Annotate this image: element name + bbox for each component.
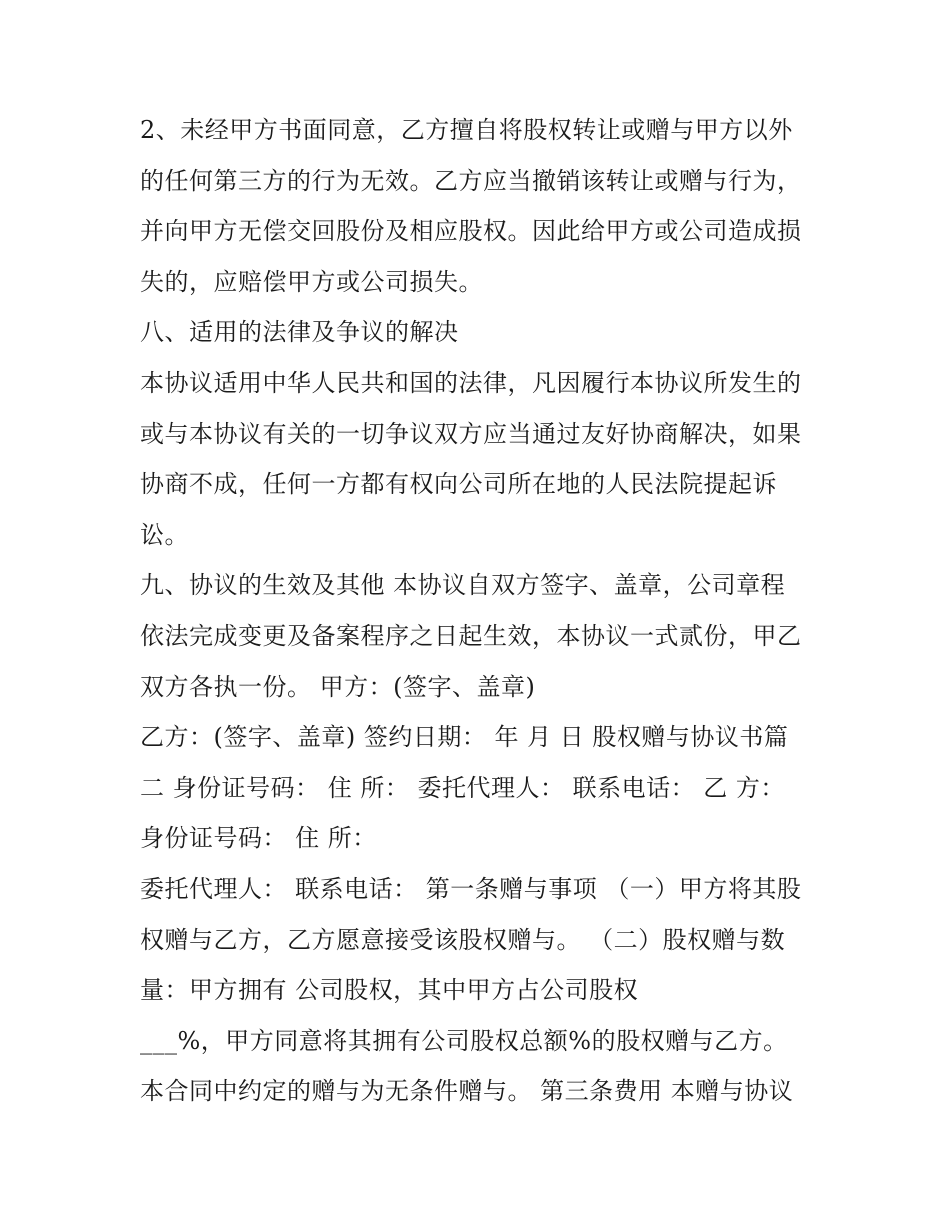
text-line-7: 或与本协议有关的一切争议双方应当通过友好协商解决，如果 [140,420,802,448]
section-heading-9: 九、协议的生效及其他 本协议自双方签字、盖章，公司章程 [140,571,786,599]
text-line-14: 二 身份证号码： 住 所： 委托代理人： 联系电话： 乙 方： [140,774,785,802]
text-line-8: 协商不成，任何一方都有权向公司所在地的人民法院提起诉 [140,470,777,498]
text-line-18: 量：甲方拥有 公司股权，其中甲方占公司股权 [140,976,639,1004]
text-line-17: 权赠与乙方，乙方愿意接受该股权赠与。 （二）股权赠与数 [140,926,786,954]
text-line-3: 并向甲方无偿交回股份及相应股权。因此给甲方或公司造成损 [140,217,802,245]
section-heading-8: 八、适用的法律及争议的解决 [140,318,459,346]
text-line-1: 2、未经甲方书面同意，乙方擅自将股权转让或赠与甲方以外 [140,116,793,144]
text-line-4: 失的，应赔偿甲方或公司损失。 [140,268,483,296]
text-line-20: 本合同中约定的赠与为无条件赠与。 第三条费用 本赠与协议 [140,1077,794,1105]
text-line-11: 依法完成变更及备案程序之日起生效，本协议一式贰份，甲乙 [140,622,802,650]
text-line-15: 身份证号码： 住 所： [140,824,377,852]
text-line-6: 本协议适用中华人民共和国的法律，凡因履行本协议所发生的 [140,369,802,397]
text-line-2: 的任何第三方的行为无效。乙方应当撤销该转让或赠与行为， [140,167,802,195]
text-line-19: ___%，甲方同意将其拥有公司股权总额%的股权赠与乙方。 [140,1027,788,1055]
text-line-12: 双方各执一份。 甲方：(签字、盖章) [140,673,536,701]
text-line-16: 委托代理人： 联系电话： 第一条赠与事项 （一）甲方将其股 [140,875,802,903]
text-line-9: 讼。 [140,521,189,549]
text-line-13: 乙方：(签字、盖章) 签约日期： 年 月 日 股权赠与协议书篇 [140,723,789,751]
